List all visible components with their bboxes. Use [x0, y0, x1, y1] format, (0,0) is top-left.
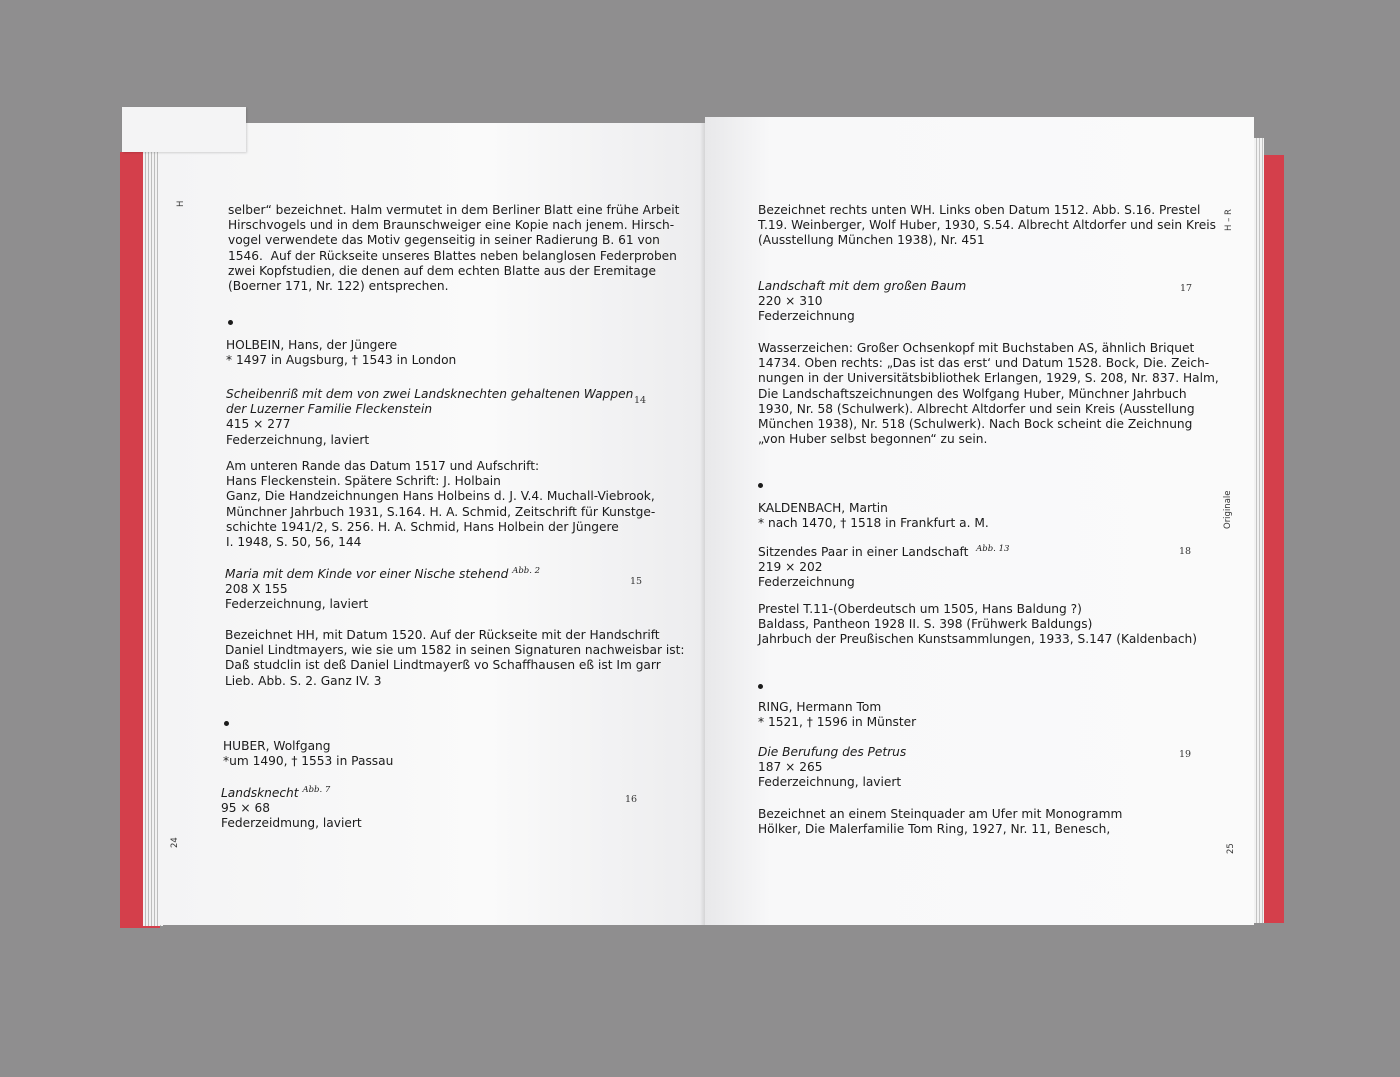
work-15: Maria mit dem Kinde vor einer Nische stehend $^{Abb. 2}$ 208 X 155 Federzeichnung, laviert	[225, 566, 541, 612]
right-running-head: H – R	[1224, 209, 1234, 231]
work-18: Sitzendes Paar in einer Landschaft $^{Abb. 13}$ 219 × 202 Federzeichnung	[758, 544, 1010, 590]
left-page	[158, 123, 706, 925]
left-page-number: 24	[170, 837, 180, 848]
left-running-head: H	[176, 200, 186, 207]
work-number-14: 14	[634, 395, 647, 406]
artist-kaldenbach: KALDENBACH, Martin * nach 1470, † 1518 in Frankfurt a. M.	[758, 501, 989, 531]
entry-bullet	[758, 684, 763, 689]
work-18-notes: Prestel T.11-(Oberdeutsch um 1505, Hans Baldung ?) Baldass, Pantheon 1928 II. S. 398 (Frühwerk Baldungs) Jahrbuch der Preußischen Kunstsammlungen, 1933, S.147 (Kaldenbach)	[758, 602, 1198, 647]
work-number-17: 17	[1180, 283, 1193, 294]
left-continuation: selber“ bezeichnet. Halm vermutet in dem Berliner Blatt eine frühe Arbeit Hirschvogels und in dem Braunschweiger eine Kopie nach jenem. Hirsch- vogel verwendete das Motiv gegenseitig in seiner Radierung B. 61 von 1546. Auf der Rückseite unseres Blattes neben belanglosen Federproben zwei Kopfstudien, die denen auf dem echten Blatte aus der Eremitage (Boerner 171, Nr. 122) entsprechen.	[228, 203, 680, 294]
work-number-18: 18	[1179, 546, 1192, 557]
work-19-notes: Bezeichnet an einem Steinquader am Ufer mit Monogramm Hölker, Die Malerfamilie Tom Ring, 1927, Nr. 11, Benesch,	[758, 807, 1123, 837]
work-15-notes: Bezeichnet HH, mit Datum 1520. Auf der Rückseite mit der Handschrift Daniel Lindtmayers, wie sie um 1582 in seinen Signaturen nachweisbar ist: Daß studclin ist deß Daniel Lindtmayerß vo Schaffhausen eß ist Im garr Lieb. Abb. S. 2. Ganz IV. 3	[225, 628, 685, 688]
work-number-15: 15	[630, 576, 643, 587]
paper-tab	[122, 107, 246, 152]
work-number-16: 16	[625, 794, 638, 805]
right-page	[705, 117, 1254, 925]
right-continuation: Bezeichnet rechts unten WH. Links oben Datum 1512. Abb. S.16. Prestel T.19. Weinberger, Wolf Huber, 1930, S.54. Albrecht Altdorfer und sein Kreis (Ausstellung München 1938), Nr. 451	[758, 203, 1216, 248]
work-19: Die Berufung des Petrus 187 × 265 Federzeichnung, laviert	[758, 745, 907, 790]
work-number-19: 19	[1179, 749, 1192, 760]
artist-ring: RING, Hermann Tom * 1521, † 1596 in Münster	[758, 700, 917, 730]
work-14: Scheibenriß mit dem von zwei Landsknechten gehaltenen Wappen der Luzerner Familie Fleckenstein 415 × 277 Federzeichnung, laviert	[226, 387, 634, 447]
section-label-originale: Originale	[1223, 490, 1233, 529]
entry-bullet	[758, 483, 763, 488]
work-14-notes: Am unteren Rande das Datum 1517 und Aufschrift: Hans Fleckenstein. Spätere Schrift: J. Holbain Ganz, Die Handzeichnungen Hans Holbeins d. J. V.4. Muchall-Viebrook, Münchner Jahrbuch 1931, S.164. H. A. Schmid, Zeitschrift für Kunstge- schichte 1941/2, S. 256. H. A. Schmid, Hans Holbein der Jüngere I. 1948, S. 50, 56, 144	[226, 459, 656, 550]
work-16: Landsknecht $^{Abb. 7}$ 95 × 68 Federzeidmung, laviert	[221, 785, 362, 831]
work-17-notes: Wasserzeichen: Großer Ochsenkopf mit Buchstaben AS, ähnlich Briquet 14734. Oben rechts: „Das ist das erst‘ und Datum 1528. Bock, Die. Zeich- nungen in der Universitätsbibliothek Erlangen, 1929, S. 208, Nr. 837. Halm, Die Landschaftszeichnungen des Wolfgang Huber, Münchner Jahrbuch 1930, Nr. 58 (Schulwerk). Albrecht Altdorfer und sein Kreis (Ausstellung München 1938), Nr. 518 (Schulwerk). Nach Bock scheint die Zeichnung „von Huber selbst begonnen“ zu sein.	[758, 341, 1219, 447]
work-17: Landschaft mit dem großen Baum 220 × 310 Federzeichnung	[758, 279, 967, 324]
entry-bullet	[224, 721, 229, 726]
right-page-number: 25	[1226, 843, 1236, 854]
entry-bullet	[228, 320, 233, 325]
artist-huber: HUBER, Wolfgang *um 1490, † 1553 in Passau	[223, 739, 394, 769]
artist-holbein: HOLBEIN, Hans, der Jüngere * 1497 in Augsburg, † 1543 in London	[226, 338, 457, 368]
